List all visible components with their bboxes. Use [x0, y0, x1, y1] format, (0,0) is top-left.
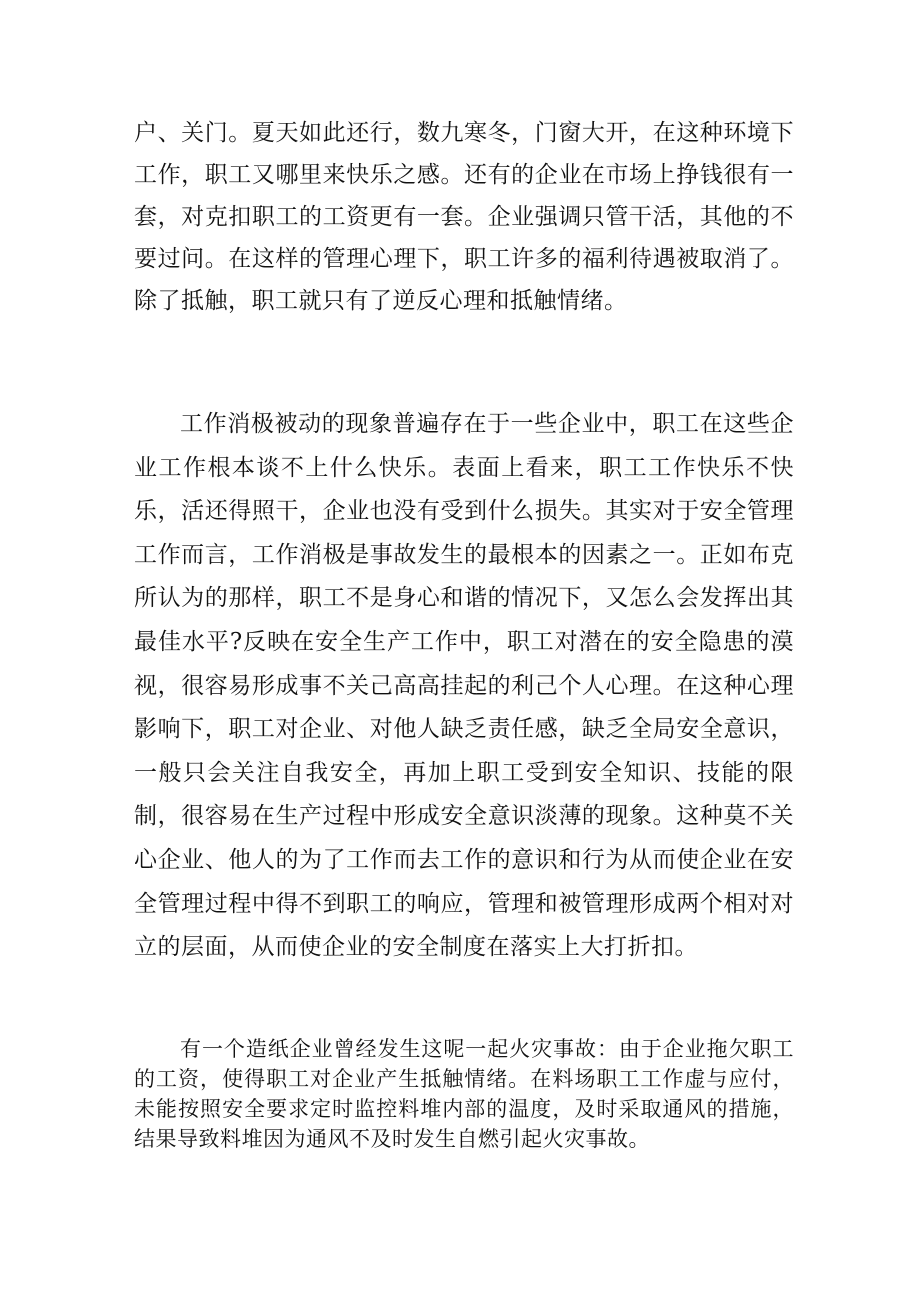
paragraph-2: 工作消极被动的现象普遍存在于一些企业中，职工在这些企业工作根本谈不上什么快乐。表面上看来，职工工作快乐不快乐，活还得照干，企业也没有受到什么损失。其实对于安全管理工作而言，工作消极是事故发生的最根本的因素之一。正如布克所认为的那样，职工不是身心和谐的情况下，又怎么会发挥出其最佳水平?反映在安全生产工作中，职工对潜在的安全隐患的漠视，很容易形成事不关己高高挂起的利己个人心理。在这种心理影响下，职工对企业、对他人缺乏责任感，缺乏全局安全意识，一般只会关注自我安全，再加上职工受到安全知识、技能的限制，很容易在生产过程中形成安全意识淡薄的现象。这种莫不关心企业、他人的为了工作而去工作的意识和行为从而使企业在安全管理过程中得不到职工的响应，管理和被管理形成两个相对对立的层面，从而使企业的安全制度在落实上大打折扣。	[134, 411, 794, 961]
paragraph-1: 户、关门。夏天如此还行，数九寒冬，门窗大开，在这种环境下工作，职工又哪里来快乐之感。还有的企业在市场上挣钱很有一套，对克扣职工的工资更有一套。企业强调只管干活，其他的不要过问。在这样的管理心理下，职工许多的福利待遇被取消了。除了抵触，职工就只有了逆反心理和抵触情绪。	[134, 120, 794, 314]
paragraph-3: 有一个造纸企业曾经发生这呢一起火灾事故：由于企业拖欠职工的工资，使得职工对企业产生抵触情绪。在料场职工工作虚与应付，未能按照安全要求定时监控料堆内部的温度，及时采取通风的措施，结果导致料堆因为通风不及时发生自燃引起火灾事故。	[134, 1037, 794, 1151]
